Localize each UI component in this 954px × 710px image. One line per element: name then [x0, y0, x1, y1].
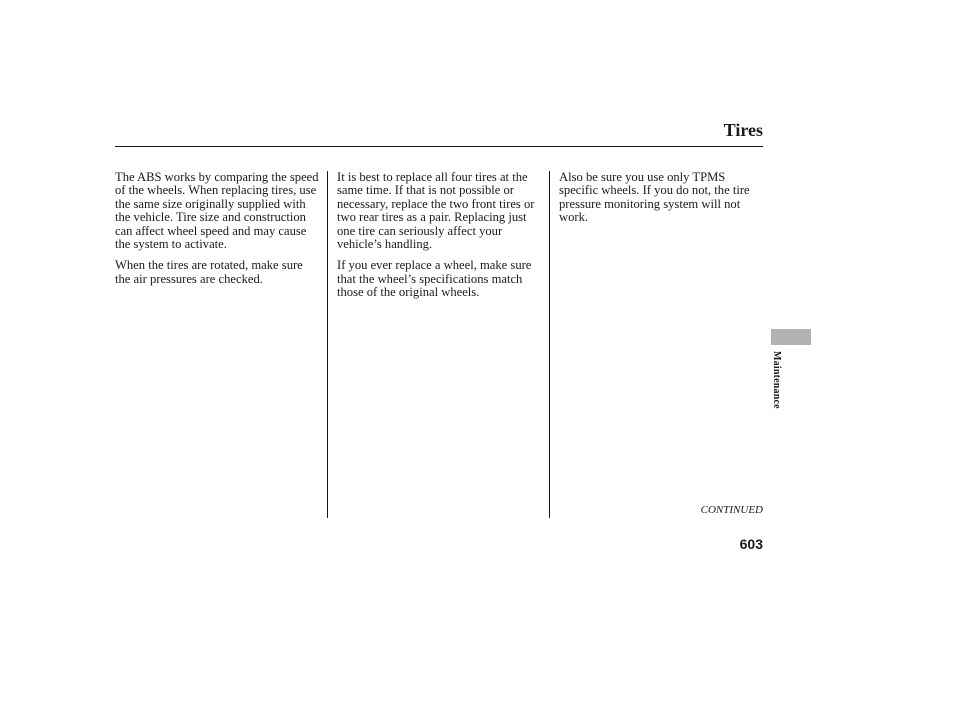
text-column-1	[115, 171, 320, 294]
section-tab-marker	[771, 329, 811, 345]
paragraph-abs-tire-size: The ABS works by comparing the speed of the wheels. When replacing tires, use the same size originally supplied with the vehicle. Tire size and construction can affect wheel speed and may cause the system to activate.	[115, 170, 319, 252]
paragraph-tire-rotation: When the tires are rotated, make sure the air pressures are checked.	[115, 258, 303, 286]
paragraph-tpms-wheels: Also be sure you use only TPMS specific wheels. If you do not, the tire pressure monitoring system will not work.	[559, 170, 750, 225]
paragraph-replace-four-tires: It is best to replace all four tires at the same time. If that is not possible or necessary, replace the two front tires or two rear tires as a pair. Replacing just one tire can seriously affect your vehicle’s handling.	[337, 170, 535, 252]
title-rule	[115, 146, 763, 147]
column-divider	[549, 171, 550, 518]
section-tab-label: Maintenance	[771, 351, 782, 409]
page-title: Tires	[723, 120, 763, 140]
text-column-3	[559, 171, 764, 233]
text-column-2	[337, 171, 542, 308]
column-divider	[327, 171, 328, 518]
paragraph-replace-wheel: If you ever replace a wheel, make sure that the wheel’s specifications match those of the original wheels.	[337, 258, 532, 300]
page-number: 603	[739, 536, 763, 552]
continued-label: CONTINUED	[700, 504, 763, 516]
